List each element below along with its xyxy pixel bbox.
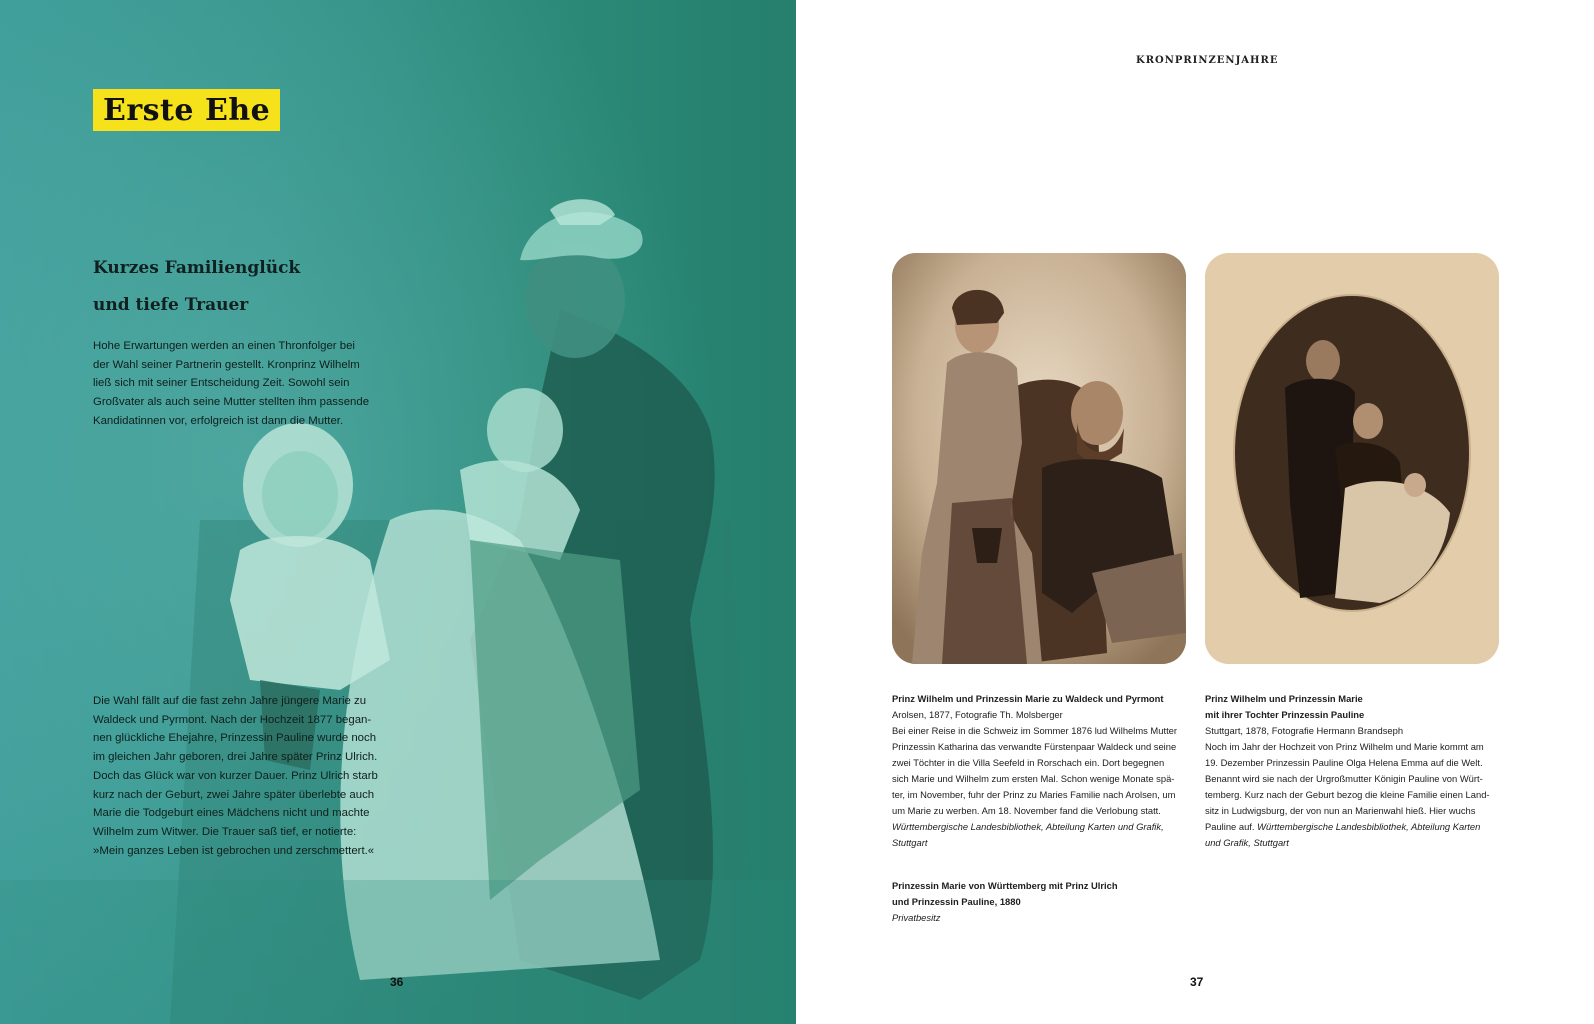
caption-line: um Marie zu werben. Am 18. November fand die Verlobung statt. xyxy=(892,805,1161,816)
text-line: Marie die Todgeburt eines Mädchens nicht und machte xyxy=(93,807,370,820)
text-line: nen glückliche Ehejahre, Prinzessin Pauline wurde noch xyxy=(93,732,377,745)
chapter-title: Erste Ehe xyxy=(103,92,271,128)
text-line: Kandidatinnen vor, erfolgreich ist dann die Mutter. xyxy=(93,414,344,427)
photo-couple xyxy=(892,253,1186,664)
caption-title: Prinzessin Marie von Württemberg mit Prinz Ulrich xyxy=(892,880,1118,891)
caption-photo-couple xyxy=(892,691,1177,851)
photo-couple-image xyxy=(892,253,1186,664)
page-number-right: 37 xyxy=(1190,975,1204,989)
text-line: Waldeck und Pyrmont. Nach der Hochzeit 1877 began- xyxy=(93,713,372,726)
caption-meta: Arolsen, 1877, Fotografie Th. Molsberger xyxy=(892,709,1063,720)
subtitle-line: und tiefe Trauer xyxy=(93,295,249,315)
section-subtitle xyxy=(93,250,453,324)
caption-line: Benannt wird sie nach der Urgroßmutter Königin Pauline von Würt- xyxy=(1205,773,1483,784)
running-head: KRONPRINZENJAHRE xyxy=(1136,55,1279,66)
second-paragraph xyxy=(93,692,393,860)
caption-line: Bei einer Reise in die Schweiz im Sommer 1876 lud Wilhelms Mutter xyxy=(892,725,1178,736)
caption-text: Pauline auf. xyxy=(1205,821,1258,832)
photo-family-oval-image xyxy=(1205,253,1499,664)
caption-line: 19. Dezember Prinzessin Pauline Olga Helena Emma auf die Welt. xyxy=(1205,757,1483,768)
caption-credit: Württembergische Landesbibliothek, Abteilung Karten xyxy=(1257,821,1481,832)
caption-line: ter, im November, fuhr der Prinz zu Maries Familie nach Arolsen, um xyxy=(892,789,1176,800)
text-line: Großvater als auch seine Mutter stellten ihm passende xyxy=(93,396,370,409)
caption-line-mixed xyxy=(1205,819,1490,835)
caption-line: Prinzessin Katharina das verwandte Fürstenpaar Waldeck und seine xyxy=(892,741,1177,752)
caption-line: sich Marie und Wilhelm zum ersten Mal. Schon wenige Monate spä- xyxy=(892,773,1175,784)
text-line: der Wahl seiner Partnerin gestellt. Kronprinz Wilhelm xyxy=(93,358,360,371)
caption-line: zwei Töchter in die Villa Seefeld in Rorschach ein. Dort begegnen xyxy=(892,757,1165,768)
left-page xyxy=(0,0,796,1024)
caption-credit: Württembergische Landesbibliothek, Abteilung Karten und Grafik, xyxy=(892,821,1164,832)
caption-line: sitz in Ludwigsburg, der von nun an Marienwahl hieß. Hier wuchs xyxy=(1205,805,1476,816)
text-line: Hohe Erwartungen werden an einen Thronfolger bei xyxy=(93,340,355,352)
caption-line: temberg. Kurz nach der Geburt bezog die kleine Familie einen Land- xyxy=(1205,789,1490,800)
caption-line: Noch im Jahr der Hochzeit von Prinz Wilhelm und Marie kommt am xyxy=(1205,741,1484,752)
caption-title: Prinz Wilhelm und Prinzessin Marie zu Waldeck und Pyrmont xyxy=(892,693,1164,704)
caption-credit: Privatbesitz xyxy=(892,912,941,923)
caption-credit: Stuttgart xyxy=(892,837,928,848)
text-line: Wilhelm zum Witwer. Die Trauer saß tief, er notierte: xyxy=(93,825,357,838)
caption-photo-family xyxy=(1205,691,1490,851)
text-line: Doch das Glück war von kurzer Dauer. Prinz Ulrich starb xyxy=(93,769,378,782)
caption-background-photo xyxy=(892,878,1118,926)
caption-meta: Stuttgart, 1878, Fotografie Hermann Brandseph xyxy=(1205,725,1404,736)
text-line: kurz nach der Geburt, zwei Jahre später überlebte auch xyxy=(93,788,375,801)
text-line: Die Wahl fällt auf die fast zehn Jahre jüngere Marie zu xyxy=(93,695,367,707)
intro-paragraph xyxy=(93,337,393,431)
caption-title: Prinz Wilhelm und Prinzessin Marie xyxy=(1205,693,1363,704)
right-page xyxy=(796,0,1594,1024)
subtitle-line: Kurzes Familienglück xyxy=(93,258,301,278)
text-line: ließ sich mit seiner Entscheidung Zeit. Sowohl sein xyxy=(93,377,350,390)
chapter-title-box xyxy=(93,89,280,131)
family-photo-background xyxy=(0,0,796,1024)
caption-credit: und Grafik, Stuttgart xyxy=(1205,837,1289,848)
caption-title: und Prinzessin Pauline, 1880 xyxy=(892,896,1021,907)
page-number-left: 36 xyxy=(390,975,404,989)
photo-family-oval xyxy=(1205,253,1499,664)
text-line: im gleichen Jahr geboren, drei Jahre später Prinz Ulrich. xyxy=(93,751,378,764)
caption-title: mit ihrer Tochter Prinzessin Pauline xyxy=(1205,709,1365,720)
text-line: »Mein ganzes Leben ist gebrochen und zerschmettert.« xyxy=(93,844,375,857)
